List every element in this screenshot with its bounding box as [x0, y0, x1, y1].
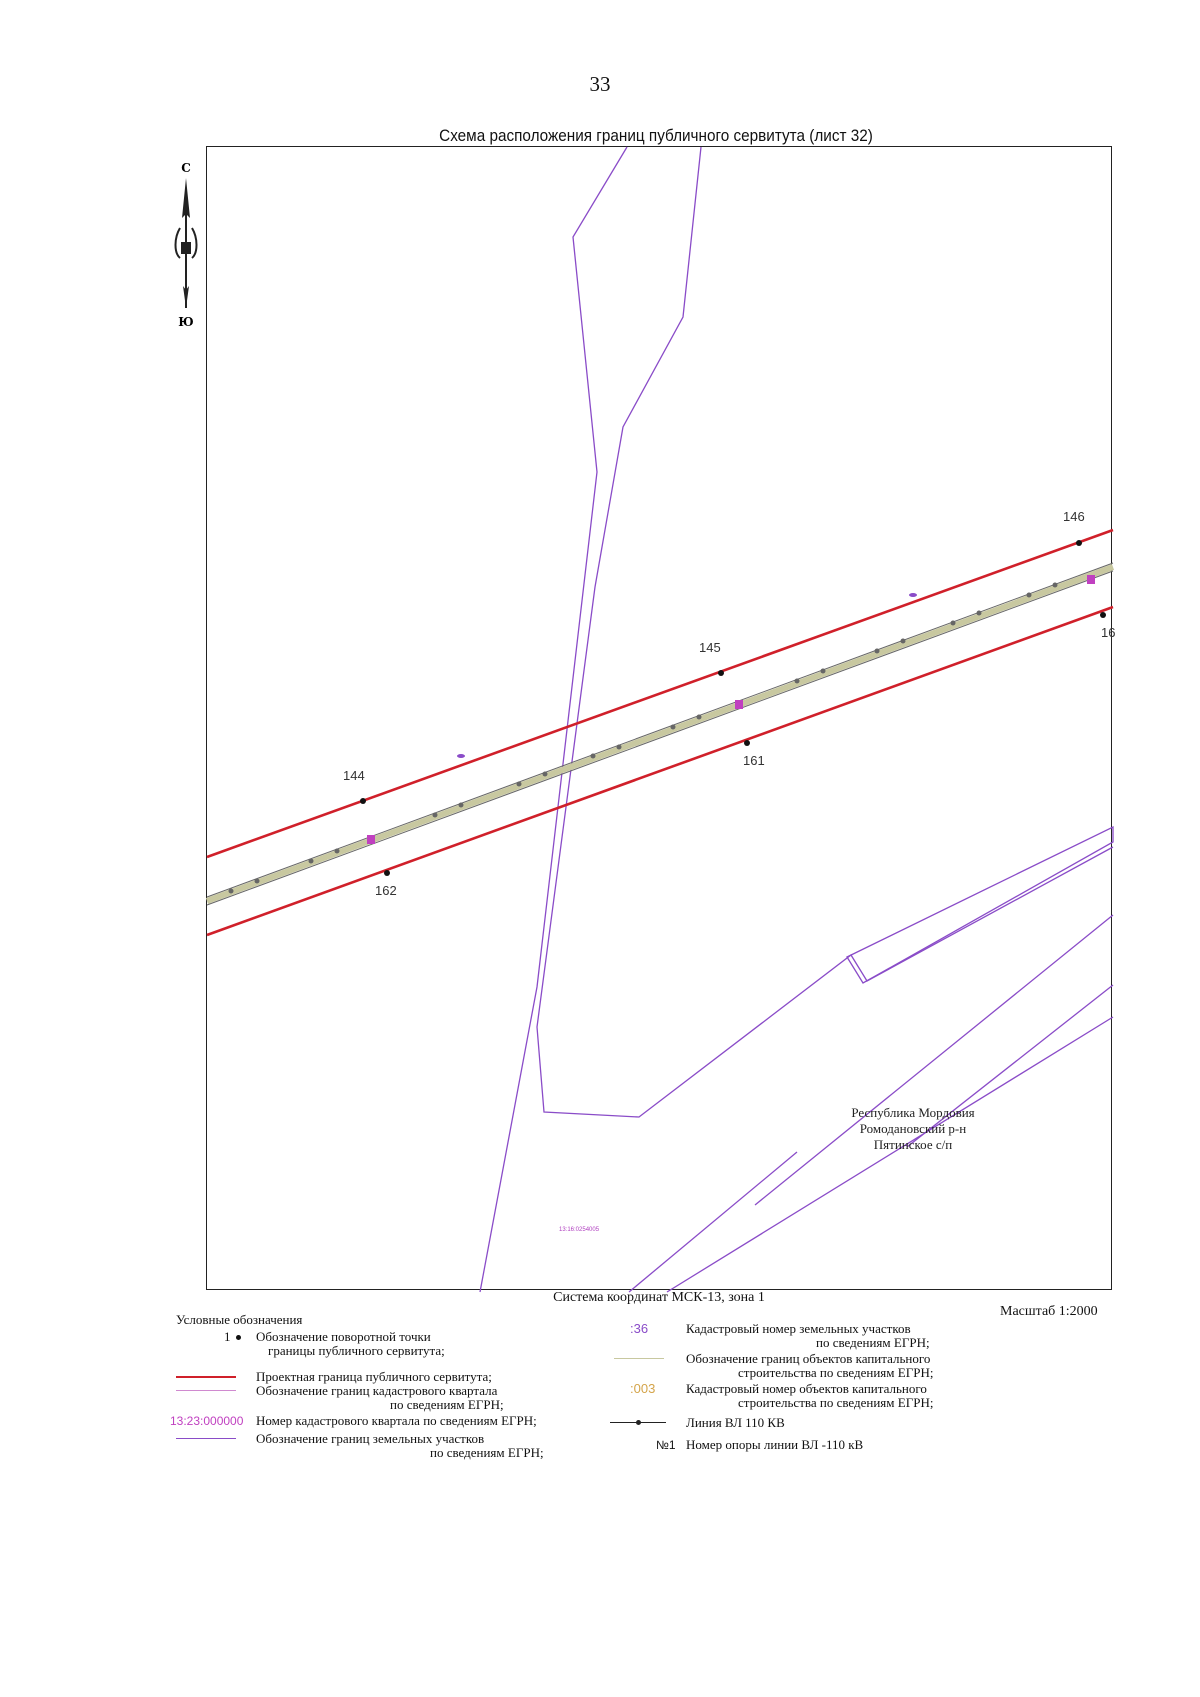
region-label: Республика Мордовия Ромодановский р-н Пятинское с/п: [851, 1105, 975, 1152]
scale: Масштаб 1:2000: [1000, 1304, 1098, 1319]
point-label: 146: [1063, 509, 1085, 524]
power-line: [207, 563, 1116, 905]
legend-item: :36 Кадастровый номер земельных участков по сведениям ЕГРН;: [630, 1321, 930, 1350]
point-label: 161: [743, 753, 765, 768]
point-label: 16: [1101, 625, 1116, 640]
capital-line-icon: [614, 1358, 664, 1359]
legend-item: №1 Номер опоры линии ВЛ -110 кВ: [656, 1437, 864, 1452]
legend-item: Проектная граница публичного сервитута;: [170, 1370, 590, 1386]
legend-right: [610, 1322, 1030, 1462]
turning-point-icon: [236, 1335, 241, 1340]
legend-item: 13:23:000000 Номер кадастрового квартала по сведениям ЕГРН;: [170, 1413, 537, 1428]
parcel-line-icon: [176, 1438, 236, 1439]
page-number: 33: [589, 72, 611, 96]
legend-left: [170, 1330, 590, 1460]
quarter-line-icon: [176, 1390, 236, 1391]
legend-item: 1 Обозначение поворотной точки границы публичного сервитута;: [224, 1329, 445, 1358]
point-label: 144: [343, 768, 365, 783]
legend-item: Обозначение границ кадастрового квартала по сведениям ЕГРН;: [170, 1384, 590, 1414]
south-label: Ю: [178, 315, 194, 329]
point-label: 162: [375, 883, 397, 898]
legend-item: Обозначение границ объектов капитального строительства по сведениям ЕГРН;: [610, 1352, 1030, 1382]
map-frame: [206, 146, 1116, 1290]
legend-title: Условные обозначения: [176, 1312, 303, 1327]
map-title: Схема расположения границ публичного сервитута (лист 32): [439, 126, 873, 145]
point-label: 145: [699, 640, 721, 655]
quarter-label: 13:16:0254005: [559, 1227, 600, 1233]
coord-system: Система координат МСК-13, зона 1: [553, 1290, 765, 1305]
north-arrow-icon: [168, 158, 204, 328]
servitude-line-icon: [176, 1376, 236, 1378]
legend-item: :003 Кадастровый номер объектов капитального строительства по сведениям ЕГРН;: [630, 1381, 934, 1410]
north-label: С: [181, 161, 191, 175]
north-arrow: [168, 158, 204, 328]
legend-item: Обозначение границ земельных участков по сведениям ЕГРН;: [170, 1432, 590, 1462]
legend-item: Линия ВЛ 110 КВ: [610, 1416, 1030, 1432]
